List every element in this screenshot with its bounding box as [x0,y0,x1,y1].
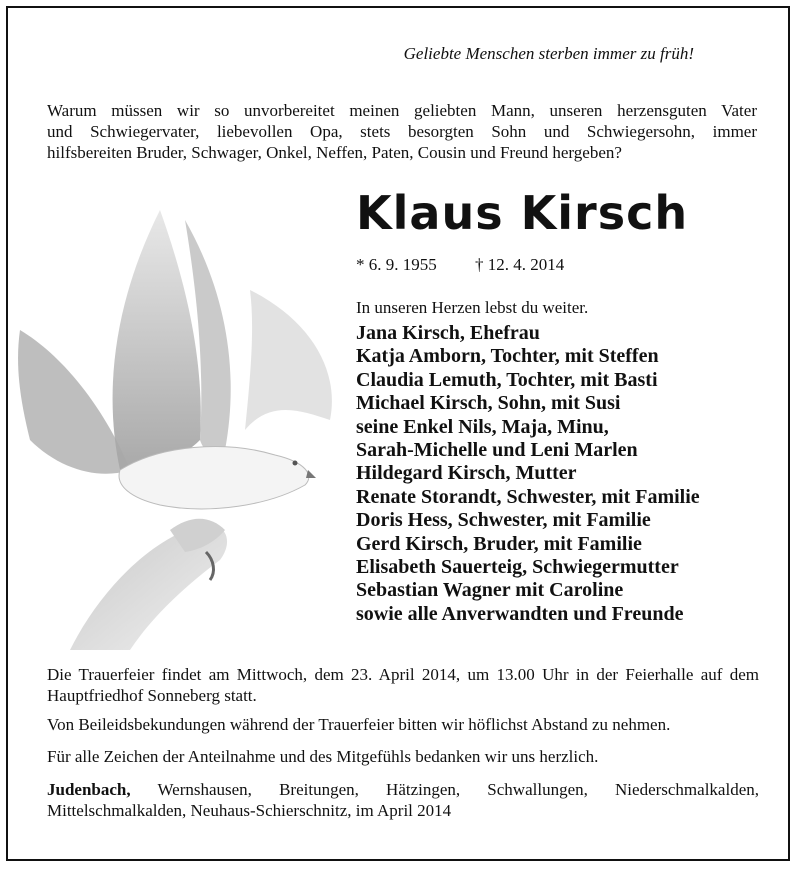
thanks-text: Für alle Zeichen der Anteilnahme und des Mitgefühls bedanken wir uns herzlich. [47,747,599,766]
mourner: sowie alle Anverwandten und Freunde [356,602,684,625]
mourners-list [356,322,700,626]
intro-line: Warum müssen wir so unvorbereitet meinen geliebten Mann, unseren herzensguten Vater [47,101,757,120]
funeral-text: Die Trauerfeier findet am Mittwoch, dem 23. April 2014, um 13.00 Uhr in der Feierhalle auf dem Hauptfriedhof Sonneberg statt. [47,665,759,705]
intro-text [47,100,757,163]
intro-line: und Schwiegervater, liebevollen Opa, stets besorgten Sohn und Schwiegersohn, immer [47,122,757,141]
mourner: Michael Kirsch, Sohn, mit Susi [356,392,621,415]
mourner: Elisabeth Sauerteig, Schwiegermutter [356,556,679,579]
condolence-text: Von Beileidsbekundungen während der Trauerfeier bitten wir höflichst Abstand zu nehmen. [47,715,671,734]
mourner: Claudia Lemuth, Tochter, mit Basti [356,368,658,391]
mourner: Gerd Kirsch, Bruder, mit Familie [356,532,642,555]
mourner: seine Enkel Nils, Maja, Minu, [356,415,609,438]
mourner: Hildegard Kirsch, Mutter [356,462,577,485]
deceased-name: Klaus Kirsch [356,186,689,240]
mourner: Doris Hess, Schwester, mit Familie [356,509,651,532]
intro-line: hilfsbereiten Bruder, Schwager, Onkel, Neffen, Paten, Cousin und Freund hergeben? [47,143,622,162]
death-date: † 12. 4. 2014 [475,255,565,274]
location-main: Judenbach, [47,780,131,799]
life-dates [356,255,564,275]
dove-image [10,170,360,650]
heart-line: In unseren Herzen lebst du weiter. [356,298,589,317]
mourner: Sarah-Michelle und Leni Marlen [356,439,638,462]
mourner: Renate Storandt, Schwester, mit Familie [356,485,700,508]
location-rest: Wernshausen, Breitungen, Hätzingen, Schwallungen, Niederschmalkalden, Mittelschmalkalden, Neuhaus-Schierschnitz, im April 2014 [47,780,759,820]
location-text [47,779,759,821]
mourner: Jana Kirsch, Ehefrau [356,322,540,344]
mourner: Sebastian Wagner mit Caroline [356,579,624,602]
mourner: Katja Amborn, Tochter, mit Steffen [356,345,659,368]
motto: Geliebte Menschen sterben immer zu früh! [403,44,694,63]
birth-date: * 6. 9. 1955 [356,255,437,274]
